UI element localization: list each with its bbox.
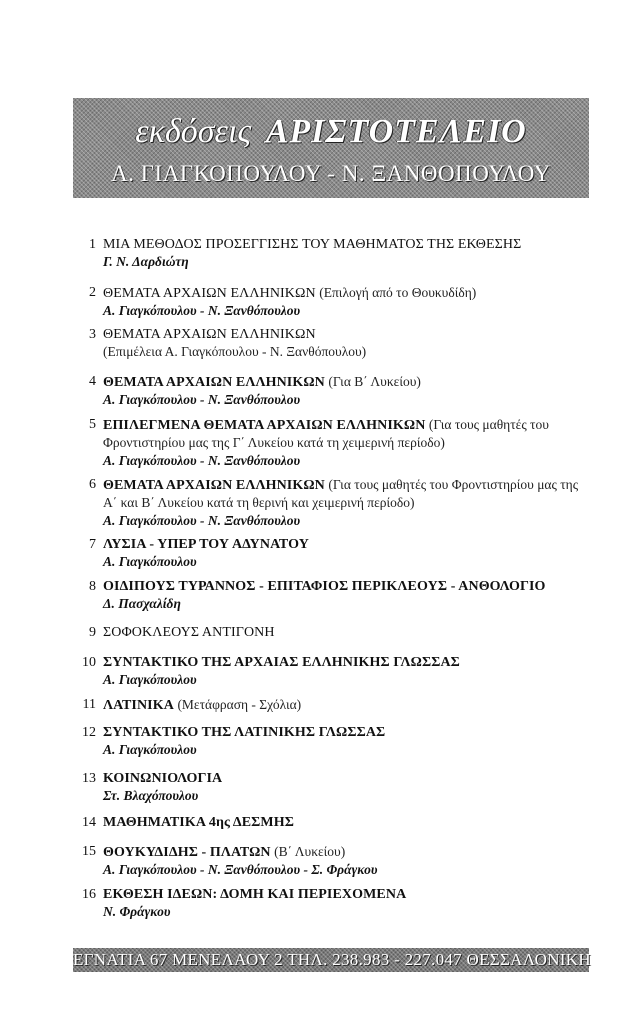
- book-title: ΘΕΜΑΤΑ ΑΡΧΑΙΩΝ ΕΛΛΗΝΙΚΩΝ: [103, 375, 325, 390]
- item-number: 2: [89, 285, 96, 300]
- book-title: ΘΕΜΑΤΑ ΑΡΧΑΙΩΝ ΕΛΛΗΝΙΚΩΝ: [103, 286, 316, 301]
- book-note: (Β΄ Λυκείου): [274, 844, 346, 859]
- banner-authors: Α. ΓΙΑΓΚΟΠΟΥΛΟΥ - Ν. ΞΑΝΘΟΠΟΥΛΟΥ: [111, 161, 551, 186]
- book-author: Α. Γιαγκόπουλου: [103, 554, 197, 569]
- book-note: (Επιμέλεια Α. Γιαγκόπουλου - Ν. Ξανθόπουλου): [103, 344, 367, 359]
- item-number: 8: [89, 579, 96, 594]
- book-note: (Επιλογή από το Θουκυδίδη): [319, 285, 477, 300]
- book-title: ΚΟΙΝΩΝΙΟΛΟΓΙΑ: [103, 771, 223, 786]
- item-number: 4: [89, 374, 96, 389]
- item-number: 10: [82, 655, 96, 670]
- book-author: Α. Γιαγκόπουλου - Ν. Ξανθόπουλου: [103, 303, 301, 318]
- book-note: (Για τους μαθητές του Φροντιστηρίου μας της Γ΄ Λυκείου κατά τη χειμερινή περίοδο): [103, 417, 549, 450]
- book-title: ΜΑΘΗΜΑΤΙΚΑ 4ης ΔΕΣΜΗΣ: [103, 815, 294, 830]
- book-note: (Μετάφραση - Σχόλια): [177, 697, 302, 712]
- book-author: Δ. Πασχαλίδη: [103, 596, 181, 611]
- book-title: ΣΟΦΟΚΛΕΟΥΣ ΑΝΤΙΓΟΝΗ: [103, 625, 275, 640]
- item-number: 7: [89, 537, 96, 552]
- book-author: Ν. Φράγκου: [103, 904, 171, 919]
- book-author: Α. Γιαγκόπουλου: [103, 742, 197, 757]
- book-title: ΟΙΔΙΠΟΥΣ ΤΥΡΑΝΝΟΣ - ΕΠΙΤΑΦΙΟΣ ΠΕΡΙΚΛΕΟΥΣ - ΑΝΘΟΛΟΓΙΟ: [103, 579, 546, 594]
- book-author: Στ. Βλαχόπουλου: [103, 788, 199, 803]
- book-author: Α. Γιαγκόπουλου - Ν. Ξανθόπουλου: [103, 392, 301, 407]
- publisher-line: [73, 114, 589, 150]
- book-title: ΜΙΑ ΜΕΘΟΔΟΣ ΠΡΟΣΕΓΓΙΣΗΣ ΤΟΥ ΜΑΘΗΜΑΤΟΣ ΤΗΣ ΕΚΘΕΣΗΣ: [103, 237, 522, 252]
- book-title: ΕΚΘΕΣΗ ΙΔΕΩΝ: ΔΟΜΗ ΚΑΙ ΠΕΡΙΕΧΟΜΕΝΑ: [103, 887, 407, 902]
- book-title: ΕΠΙΛΕΓΜΕΝΑ ΘΕΜΑΤΑ ΑΡΧΑΙΩΝ ΕΛΛΗΝΙΚΩΝ: [103, 418, 426, 433]
- publisher-name: ΑΡΙΣΤΟΤΕΛΕΙΟ: [265, 113, 527, 150]
- book-note: (Για τους μαθητές του Φροντιστηρίου μας της Α΄ και Β΄ Λυκείου κατά τη θερινή και χειμερινή περίοδο): [103, 477, 579, 510]
- item-number: 13: [82, 771, 96, 786]
- book-title: ΛΥΣΙΑ - ΥΠΕΡ ΤΟΥ ΑΔΥΝΑΤΟΥ: [103, 537, 309, 552]
- book-author: Α. Γιαγκόπουλου - Ν. Ξανθόπουλου: [103, 513, 301, 528]
- book-title: ΘΕΜΑΤΑ ΑΡΧΑΙΩΝ ΕΛΛΗΝΙΚΩΝ: [103, 478, 325, 493]
- item-number: 16: [82, 887, 96, 902]
- item-number: 11: [82, 697, 96, 712]
- item-number: 1: [89, 237, 96, 252]
- item-number: 6: [89, 477, 96, 492]
- book-title: ΘΕΜΑΤΑ ΑΡΧΑΙΩΝ ΕΛΛΗΝΙΚΩΝ: [103, 327, 316, 342]
- book-title: ΘΟΥΚΥΔΙΔΗΣ - ΠΛΑΤΩΝ: [103, 845, 271, 860]
- item-number: 14: [82, 815, 96, 830]
- address-footer: ΕΓΝΑΤΙΑ 67 ΜΕΝΕΛΑΟΥ 2 ΤΗΛ. 238.983 - 227.047 ΘΕΣΣΑΛΟΝΙΚΗ: [73, 948, 589, 972]
- book-author: Γ. Ν. Δαρδιώτη: [103, 254, 189, 269]
- item-number: 12: [82, 725, 96, 740]
- book-title: ΛΑΤΙΝΙΚΑ: [103, 698, 174, 713]
- book-note: (Για Β΄ Λυκείου): [328, 374, 421, 389]
- book-author: Α. Γιαγκόπουλου - Ν. Ξανθόπουλου: [103, 453, 301, 468]
- book-title: ΣΥΝΤΑΚΤΙΚΟ ΤΗΣ ΑΡΧΑΙΑΣ ΕΛΛΗΝΙΚΗΣ ΓΛΩΣΣΑΣ: [103, 655, 460, 670]
- item-number: 5: [89, 417, 96, 432]
- item-number: 15: [82, 844, 96, 859]
- book-title: ΣΥΝΤΑΚΤΙΚΟ ΤΗΣ ΛΑΤΙΝΙΚΗΣ ΓΛΩΣΣΑΣ: [103, 725, 386, 740]
- book-author: Α. Γιαγκόπουλου - Ν. Ξανθόπουλου - Σ. Φράγκου: [103, 862, 378, 877]
- publisher-banner: [73, 98, 589, 198]
- publisher-prefix: εκδόσεις: [135, 113, 252, 150]
- item-number: 3: [89, 327, 96, 342]
- item-number: 9: [89, 625, 96, 640]
- book-author: Α. Γιαγκόπουλου: [103, 672, 197, 687]
